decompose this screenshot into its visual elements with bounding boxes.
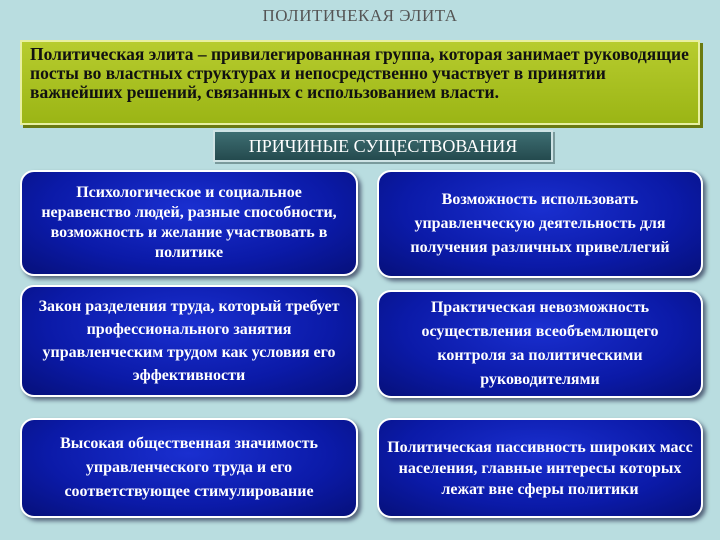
cause-card-mass-passivity: Политическая пассивность широких масс населения, главные интересы которых лежат вне сферы политики — [377, 418, 703, 518]
definition-box: Политическая элита – привилегированная группа, которая занимает руководящие посты во властных структурах и непосредственно участвует в принятии важнейших решений, связанных с использованием власти. — [20, 40, 700, 125]
causes-label: ПРИЧИНЫЕ СУЩЕСТВОВАНИЯ — [213, 130, 553, 162]
cause-card-social-significance: Высокая общественная значимость управленческого труда и его соответствующее стимулирование — [20, 418, 358, 518]
cause-card-control-impossibility: Практическая невозможность осуществления всеобъемлющего контроля за политическими руководителями — [377, 290, 703, 398]
page-title: ПОЛИТИЧЕКАЯ ЭЛИТА — [262, 6, 458, 25]
cause-card-inequality: Психологическое и социальное неравенство людей, разные способности, возможность и желание участвовать в политике — [20, 170, 358, 276]
cause-card-privileges: Возможность использовать управленческую деятельность для получения различных привеллегий — [377, 170, 703, 278]
cause-card-division-of-labor: Закон разделения труда, который требует профессионального занятия управленческим трудом как условия его эффективности — [20, 285, 358, 397]
